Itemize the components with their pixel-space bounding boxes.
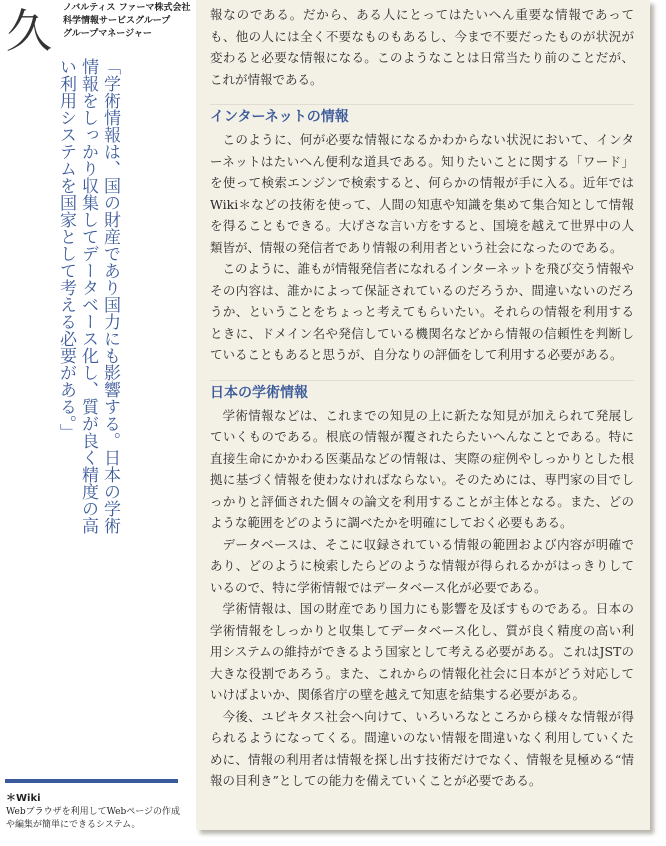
paragraph: 今後、ユビキタス社会へ向けて、いろいろなところから様々な情報が得られるようになってくる。間違いのない情報を間違いなく利用していくために、情報の利用者は情報を探し出す技術だけでなく、情報を見極める“情報の目利き”としての能力を備えていくことが必要である。 [210,708,634,788]
affiliation-line: グループマネージャー [63,29,152,39]
pull-quote: 「学術情報は、国の財産であり国力にも影響する。日本の学術情報をしっかり収集してデータベース化し、質が良く精度の高い利用システムを国家として考える必要がある。」 [56,58,120,534]
section-heading: インターネットの情報 [210,104,634,129]
footnote-description: Webブラウザを利用してWebページの作成や編集が簡単にできるシステム。 [6,807,181,830]
author-affiliation [63,2,191,41]
article-body [210,4,634,792]
affiliation-line: 科学情報サービスグループ [63,16,171,26]
paragraph: データベースは、そこに収録されている情報の範囲および内容が明確であり、どのように検索したらどのような情報が得られるかがはっきりしているので、特に学術情報ではデータベース化が必要である。 [210,536,634,595]
footnote-title: ＊Wiki [6,793,41,804]
paragraph: 学術情報などは、これまでの知見の上に新たな知見が加えられて発展していくものである。根底の情報が覆されたらたいへんなことである。特に直接生命にかかわる医薬品などの情報は、実際の症例やしっかりとした根拠に基づく情報を使わなければならない。そのためには、専門家の目でしっかりと評価された個々の論文を利用することが主体となる。また、どのような範囲をどのように調べたかを明確にしておく必要もある。 [210,407,634,530]
article-panel [196,0,650,830]
paragraph: このように、何が必要な情報になるかわからない状況において、インターネットはたいへん便利な道具である。知りたいことに関する「ワード」を使って検索エンジンで検索すると、何らかの情報が手に入る。近年ではWiki＊などの技術を使って、人間の知恵や知識を集めて集合知として情報を得ることもできる。大げさな言い方をすると、国境を越えて世界中の人類皆が、情報の発信者であり情報の利用者という社会になったのである。 [210,132,634,255]
paragraph: このように、誰もが情報発信者になれるインターネットを飛び交う情報やその内容は、誰かによって保証されているのだろうか、間違いないのだろうか、ということをちょっと考えてもらいたい。それらの情報を利用するときに、ドメイン名や発信している機関名などから情報の信頼性を判断していることもあると思うが、自分なりの評価をして利用する必要がある。 [210,261,634,362]
article-intro: 報なのである。だから、ある人にとってはたいへん重要な情報であっても、他の人には全く不要なものもあるし、今まで不要だったものが状況が変わると必要な情報になる。このようなことは日常当たり前のことだが、これが情報である。 [210,7,634,87]
sidebar [0,0,190,846]
author-name: 久 [6,4,52,58]
section-heading: 日本の学術情報 [210,380,634,405]
footnote-divider [5,779,178,783]
paragraph: 学術情報は、国の財産であり国力にも影響を及ぼすものである。日本の学術情報をしっかりと収集してデータベース化し、質が良く精度の高い利用システムの維持ができるよう国家として考える必要がある。これはJSTの大きな役割であろう。また、これからの情報化社会に日本がどう対応していけばよいか、関係省庁の壁を越えて知恵を結集する必要がある。 [210,601,634,702]
affiliation-line: ノバルティス ファーマ株式会社 [63,3,191,13]
